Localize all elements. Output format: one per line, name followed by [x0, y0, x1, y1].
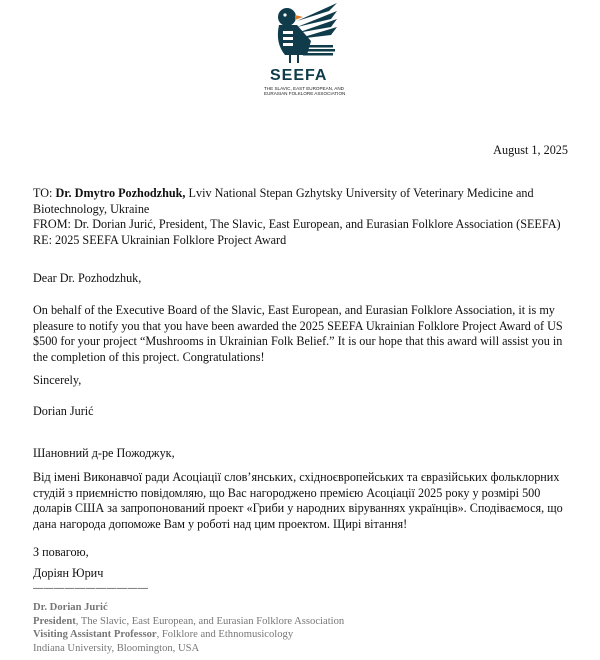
signature-ua: Доріян Юрич	[33, 566, 104, 580]
seefa-bird-icon	[267, 3, 339, 65]
signature-en: Dorian Jurić	[33, 404, 94, 418]
body-ua: Від імені Виконавчої ради Асоціації слов’янських, східноєвропейських та євразійських фольклорних студій з приємністю повідомляю, що Вас нагороджено премією Асоціації 2025 року у розмірі 500 доларів США за запропонований проект «Гриби у народних віруваннях українців». Сподіваємося, що дана нагорода допоможе Вам у роботі над цим проектом. Щирі вітання!	[33, 470, 563, 531]
body-en: On behalf of the Executive Board of the Slavic, East European, and Eurasian Folklore Association, it is my pleasure to notify you that you have been awarded the 2025 SEEFA Ukrainian Folklore Project Award of US $500 for your project “Mushrooms in Ukrainian Folk Belief.” It is our hope that this award will assist you in the completion of this project. Congratulations!	[33, 303, 563, 364]
footer-title-professor: Visiting Assistant Professor, Folklore and Ethnomusicology	[33, 629, 294, 641]
closing-ua: З повагою,	[33, 545, 89, 559]
footer-title-president: President, The Slavic, East European, and Eurasian Folklore Association	[33, 615, 345, 627]
recipient-affiliation: Lviv National Stepan Gzhytsky University of Veterinary Medicine and Biotechnology, Ukraine	[33, 186, 534, 216]
letter-header	[33, 186, 573, 248]
footer-signature-block	[33, 601, 344, 655]
footer-institution: Indiana University, Bloomington, USA	[33, 642, 200, 654]
closing-en: Sincerely,	[33, 373, 82, 387]
footer-name: Dr. Dorian Jurić	[33, 602, 108, 613]
greeting-ua: Шановний д-ре Пожоджук,	[33, 446, 175, 460]
logo-name: SEEFA	[270, 67, 328, 84]
to-line	[33, 186, 573, 217]
signature-rule: ———————————	[33, 583, 149, 594]
from-line: FROM: Dr. Dorian Jurić, President, The Slavic, East European, and Eurasian Folklore Association (SEEFA)	[33, 217, 561, 231]
seefa-logo	[258, 3, 348, 97]
greeting-en: Dear Dr. Pozhodzhuk,	[33, 271, 142, 285]
re-line: RE: 2025 SEEFA Ukrainian Folklore Project Award	[33, 232, 287, 247]
logo-subtitle: THE SLAVIC, EAST EUROPEAN, AND EURASIAN FOLKLORE ASSOCIATION	[264, 86, 346, 97]
recipient-name: Dr. Dmytro Pozhodzhuk,	[55, 186, 186, 200]
to-label: TO:	[33, 186, 53, 200]
letter-date: August 1, 2025	[493, 143, 568, 157]
